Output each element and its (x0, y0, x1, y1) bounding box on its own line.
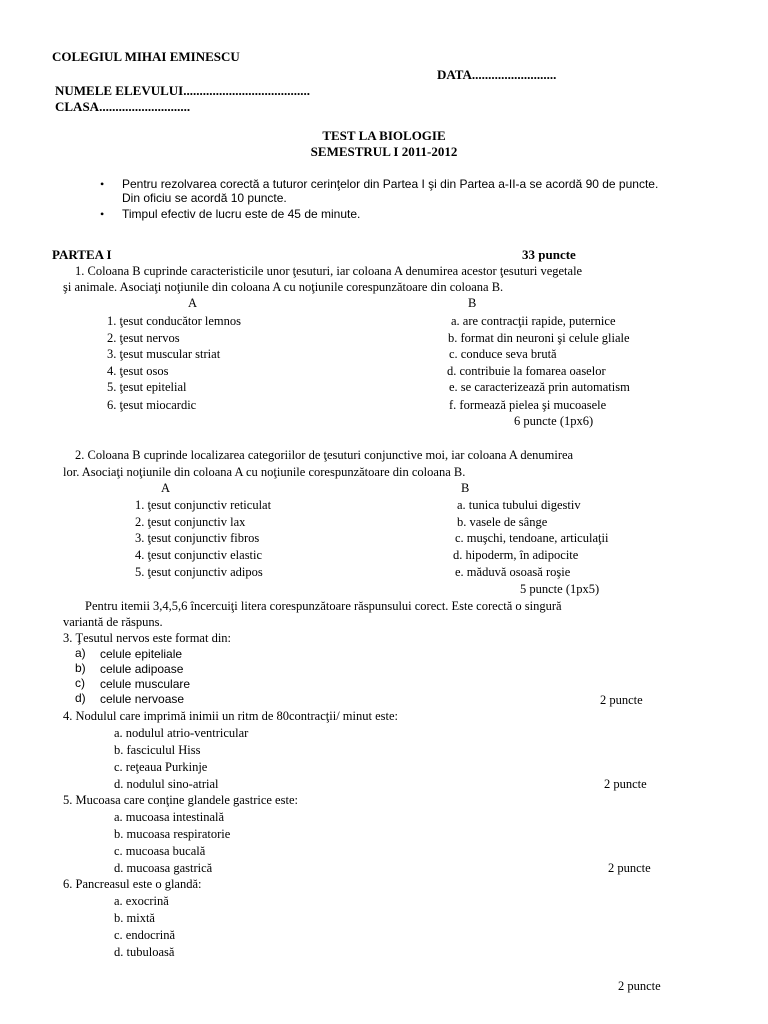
q4-option: a. nodulul atrio-ventricular (114, 726, 249, 740)
q1-b-item: b. format din neuroni şi celule gliale (448, 331, 630, 345)
q5-option: d. mucoasa gastrică (114, 861, 213, 875)
q5-score: 2 puncte (608, 861, 651, 875)
q1-b-item: f. formează pielea şi mucoasele (449, 398, 607, 412)
q5-text: 5. Mucoasa care conţine glandele gastrice este: (63, 793, 298, 807)
q1-text-cont: şi animale. Asociaţi noţiunile din coloana A cu noţiunile corespunzătoare din coloana B. (63, 280, 504, 294)
multiple-choice-instructions: Pentru itemii 3,4,5,6 încercuiţi litera corespunzătoare răspunsului corect. Este corectă o singură (85, 599, 562, 613)
q3-option: celule musculare (100, 677, 191, 691)
q2-a-item: 5. ţesut conjunctiv adipos (135, 565, 263, 579)
q3-option: celule adipoase (100, 662, 184, 676)
q5-option: c. mucoasa bucală (114, 844, 206, 858)
q3-option-letter: a) (75, 646, 86, 660)
q2-text: 2. Coloana B cuprinde localizarea categoriilor de ţesuturi conjunctive moi, iar coloana A denumirea (75, 448, 574, 462)
q1-b-item: e. se caracterizează prin automatism (449, 380, 630, 394)
q2-a-item: 2. ţesut conjunctiv lax (135, 515, 246, 529)
bullet-icon: • (100, 207, 105, 221)
q4-text: 4. Nodulul care imprimă inimii un ritm de 80contracţii/ minut este: (63, 709, 398, 723)
q1-text: 1. Coloana B cuprinde caracteristicile unor ţesuturi, iar coloana A denumirea acestor ţesuturi vegetale (75, 264, 583, 278)
q3-option: celule epiteliale (100, 647, 183, 661)
q1-b-item: d. contribuie la fomarea oaselor (447, 364, 606, 378)
q1-a-item: 5. ţesut epitelial (107, 380, 187, 394)
q5-option: a. mucoasa intestinală (114, 810, 225, 824)
q2-b-item: e. măduvă osoasă roşie (455, 565, 571, 579)
test-title: TEST LA BIOLOGIE (322, 128, 446, 143)
q1-column-a-header: A (188, 296, 198, 310)
test-subtitle: SEMESTRUL I 2011-2012 (310, 144, 458, 159)
multiple-choice-instructions-cont: variantă de răspuns. (63, 615, 163, 629)
part-points: 33 puncte (522, 247, 576, 262)
q3-option-letter: d) (75, 691, 86, 705)
q6-option: c. endocrină (114, 928, 176, 942)
q1-a-item: 2. ţesut nervos (107, 331, 180, 345)
q6-option: b. mixtă (114, 911, 155, 925)
student-name-field: NUMELE ELEVULUI....................................... (55, 83, 310, 98)
school-name: COLEGIUL MIHAI EMINESCU (52, 49, 240, 64)
q4-score: 2 puncte (604, 777, 647, 791)
q3-option-letter: b) (75, 661, 86, 675)
q2-b-item: b. vasele de sânge (457, 515, 548, 529)
q6-text: 6. Pancreasul este o glandă: (63, 877, 202, 891)
q2-a-item: 3. ţesut conjunctiv fibros (135, 531, 260, 545)
q1-column-b-header: B (468, 296, 477, 310)
q6-option: d. tubuloasă (114, 945, 175, 959)
q6-score: 2 puncte (618, 979, 661, 993)
q1-a-item: 3. ţesut muscular striat (107, 347, 221, 361)
q1-b-item: c. conduce seva brută (449, 347, 557, 361)
instruction-1-cont: Din oficiu se acordă 10 puncte. (122, 191, 287, 205)
instruction-1: Pentru rezolvarea corectă a tuturor cerinţelor din Partea I şi din Partea a-II-a se acordă 90 de puncte. (122, 177, 659, 191)
q2-a-item: 4. ţesut conjunctiv elastic (135, 548, 263, 562)
instruction-2: Timpul efectiv de lucru este de 45 de minute. (122, 207, 361, 221)
q3-option: celule nervoase (100, 692, 185, 706)
q4-option: c. reţeaua Purkinje (114, 760, 208, 774)
q3-score: 2 puncte (600, 693, 643, 707)
q2-score: 5 puncte (1px5) (520, 582, 600, 596)
q2-column-a-header: A (161, 481, 171, 495)
q2-text-cont: lor. Asociaţi noţiunile din coloana A cu noţiunile corespunzătoare din coloana B. (63, 465, 466, 479)
class-field: CLASA............................ (55, 99, 191, 114)
date-field: DATA.......................... (437, 67, 557, 82)
q3-text: 3. Ţesutul nervos este format din: (63, 631, 232, 645)
q1-score: 6 puncte (1px6) (514, 414, 594, 428)
part-title: PARTEA I (52, 247, 112, 262)
bullet-icon: • (100, 177, 105, 191)
q4-option: d. nodulul sino-atrial (114, 777, 219, 791)
q6-option: a. exocrină (114, 894, 169, 908)
q4-option: b. fasciculul Hiss (114, 743, 201, 757)
q1-a-item: 1. ţesut conducător lemnos (107, 314, 241, 328)
q5-option: b. mucoasa respiratorie (114, 827, 231, 841)
q1-a-item: 4. ţesut osos (107, 364, 169, 378)
q2-column-b-header: B (461, 481, 470, 495)
q2-b-item: d. hipoderm, în adipocite (453, 548, 579, 562)
q3-option-letter: c) (75, 676, 85, 690)
q2-a-item: 1. ţesut conjunctiv reticulat (135, 498, 272, 512)
q1-b-item: a. are contracţii rapide, puternice (451, 314, 616, 328)
q1-a-item: 6. ţesut miocardic (107, 398, 197, 412)
q2-b-item: a. tunica tubului digestiv (457, 498, 581, 512)
q2-b-item: c. muşchi, tendoane, articulaţii (455, 531, 609, 545)
